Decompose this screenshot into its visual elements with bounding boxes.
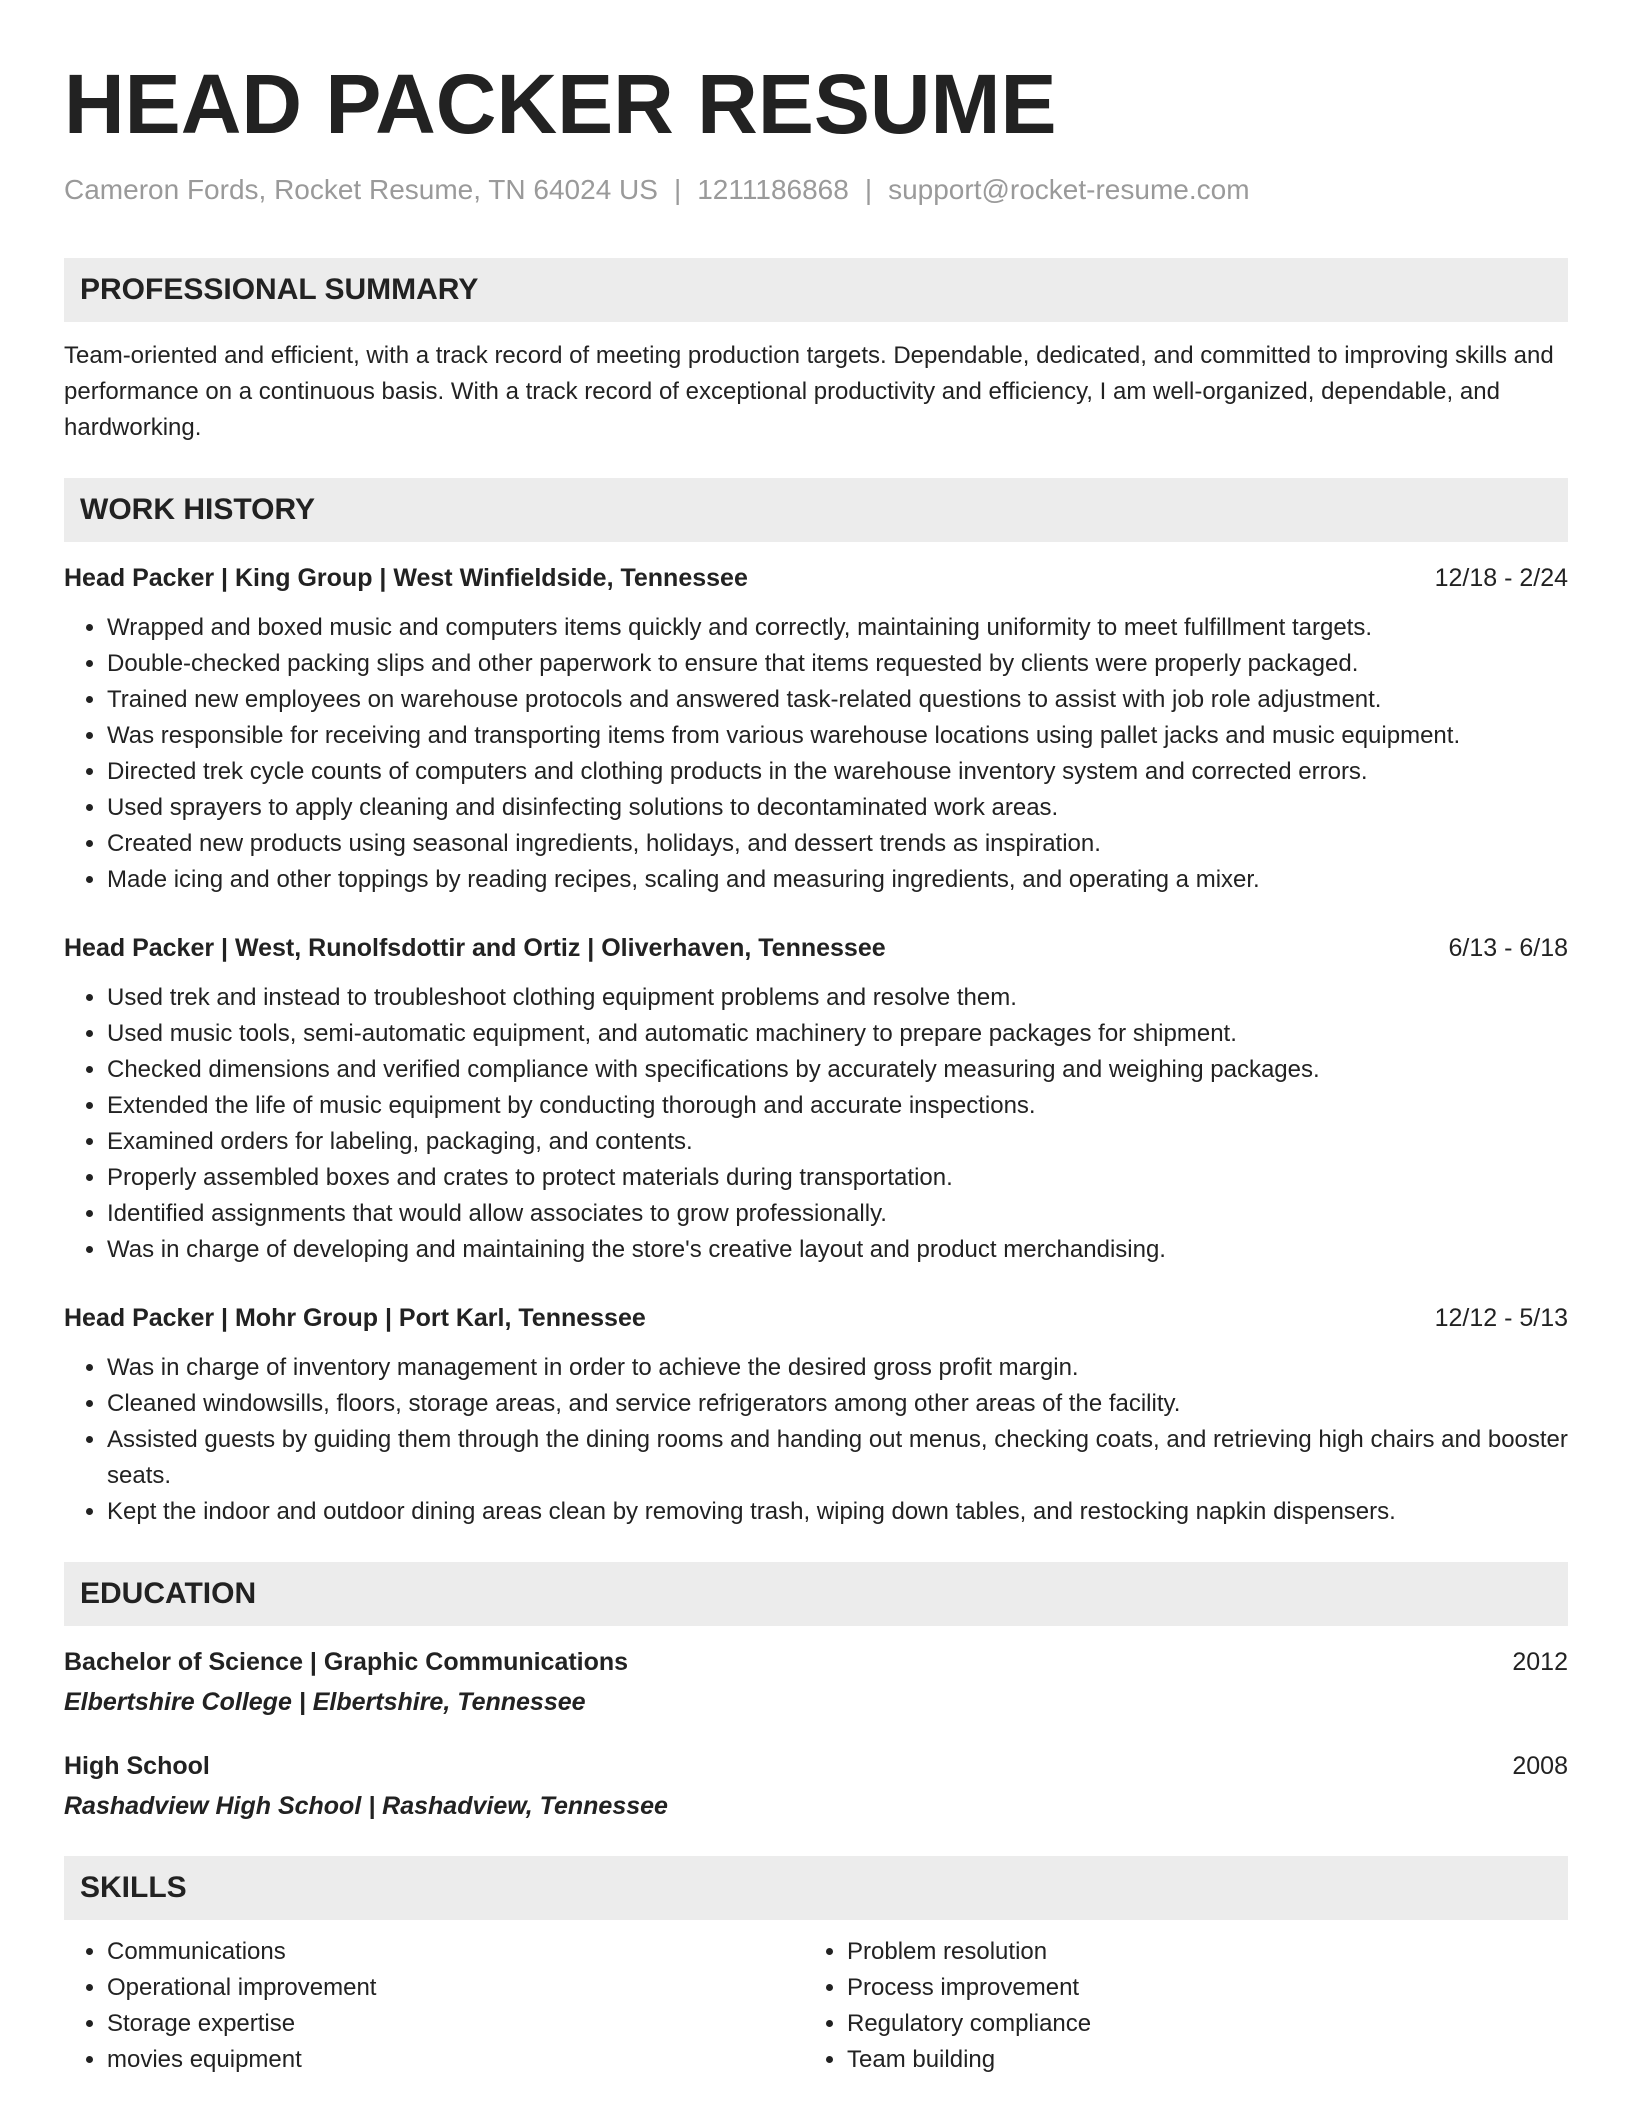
skill-item: • Operational improvement xyxy=(107,1970,804,2006)
job-title: Head Packer | King Group | West Winfieldside, Tennessee xyxy=(64,564,748,592)
job-title: Head Packer | Mohr Group | Port Karl, Tennessee xyxy=(64,1304,646,1332)
job-bullet: • Used sprayers to apply cleaning and disinfecting solutions to decontaminated work areas. xyxy=(107,790,1568,826)
education-school: Rashadview High School | Rashadview, Tennessee xyxy=(64,1792,668,1820)
summary-text: Team-oriented and efficient, with a track record of meeting production targets. Dependable, dedicated, and committed to improving skills and performance on a continuous basis. With a track record of exceptional productivity and efficiency, I am well-organized, dependable, and hardworking. xyxy=(64,342,1554,441)
job-bullets xyxy=(64,1350,1568,1530)
skill-item: • movies equipment xyxy=(107,2042,804,2078)
job-bullet: • Directed trek cycle counts of computers and clothing products in the warehouse inventory system and corrected errors. xyxy=(107,754,1568,790)
skill-item: • Process improvement xyxy=(847,1970,1544,2006)
job-entry xyxy=(64,560,1568,898)
education-entry xyxy=(64,1644,1568,1720)
education-header xyxy=(64,1644,1568,1680)
job-dates: 6/13 - 6/18 xyxy=(1448,934,1568,962)
job-bullet: • Trained new employees on warehouse protocols and answered task-related questions to assist with job role adjustment. xyxy=(107,682,1568,718)
skill-item: • Team building xyxy=(847,2042,1544,2078)
education-school: Elbertshire College | Elbertshire, Tennessee xyxy=(64,1688,586,1716)
job-bullets xyxy=(64,610,1568,898)
job-entry xyxy=(64,930,1568,1268)
skill-item: • Problem resolution xyxy=(847,1934,1544,1970)
resume-title: HEAD PACKER RESUME xyxy=(64,57,1057,151)
contact-phone: 1211186868 xyxy=(697,174,849,205)
job-bullet: • Kept the indoor and outdoor dining areas clean by removing trash, wiping down tables, and restocking napkin dispensers. xyxy=(107,1494,1568,1530)
job-bullet: • Extended the life of music equipment by conducting thorough and accurate inspections. xyxy=(107,1088,1568,1124)
contact-separator: | xyxy=(673,174,682,205)
job-bullets xyxy=(64,980,1568,1268)
job-header xyxy=(64,1300,1568,1336)
section-header-summary: PROFESSIONAL SUMMARY xyxy=(64,258,1568,322)
job-bullet: • Was in charge of developing and maintaining the store's creative layout and product merchandising. xyxy=(107,1232,1568,1268)
education-degree: High School xyxy=(64,1752,210,1780)
education-entry xyxy=(64,1748,1568,1824)
job-bullet: • Was responsible for receiving and transporting items from various warehouse locations using pallet jacks and music equipment. xyxy=(107,718,1568,754)
skills-list xyxy=(64,1934,1568,2078)
job-bullet: • Used trek and instead to troubleshoot clothing equipment problems and resolve them. xyxy=(107,980,1568,1016)
skill-item: • Storage expertise xyxy=(107,2006,804,2042)
job-title: Head Packer | West, Runolfsdottir and Ortiz | Oliverhaven, Tennessee xyxy=(64,934,886,962)
job-dates: 12/18 - 2/24 xyxy=(1434,564,1568,592)
education-degree: Bachelor of Science | Graphic Communications xyxy=(64,1648,629,1676)
job-bullet: • Used music tools, semi-automatic equipment, and automatic machinery to prepare packages for shipment. xyxy=(107,1016,1568,1052)
contact-email[interactable]: support@rocket-resume.com xyxy=(888,174,1250,205)
skill-item: • Communications xyxy=(107,1934,804,1970)
section-header-education: EDUCATION xyxy=(64,1562,1568,1626)
job-bullet: • Properly assembled boxes and crates to protect materials during transportation. xyxy=(107,1160,1568,1196)
education-year: 2012 xyxy=(1512,1648,1568,1676)
job-header xyxy=(64,930,1568,966)
job-bullet: • Created new products using seasonal ingredients, holidays, and dessert trends as inspiration. xyxy=(107,826,1568,862)
contact-address: Cameron Fords, Rocket Resume, TN 64024 US xyxy=(64,174,658,205)
job-bullet: • Identified assignments that would allow associates to grow professionally. xyxy=(107,1196,1568,1232)
section-header-skills: SKILLS xyxy=(64,1856,1568,1920)
section-header-work-history: WORK HISTORY xyxy=(64,478,1568,542)
contact-separator: | xyxy=(864,174,873,205)
job-entry xyxy=(64,1300,1568,1530)
job-bullet: • Cleaned windowsills, floors, storage areas, and service refrigerators among other areas of the facility. xyxy=(107,1386,1568,1422)
education-header xyxy=(64,1748,1568,1784)
skill-item: • Regulatory compliance xyxy=(847,2006,1544,2042)
education-year: 2008 xyxy=(1512,1752,1568,1780)
skills-column-left xyxy=(64,1934,804,2078)
contact-line xyxy=(64,172,1568,208)
job-bullet: • Examined orders for labeling, packaging, and contents. xyxy=(107,1124,1568,1160)
job-bullet: • Assisted guests by guiding them through the dining rooms and handing out menus, checking coats, and retrieving high chairs and booster seats. xyxy=(107,1422,1568,1494)
job-dates: 12/12 - 5/13 xyxy=(1434,1304,1568,1332)
skills-column-right xyxy=(804,1934,1544,2078)
job-bullet: • Was in charge of inventory management in order to achieve the desired gross profit margin. xyxy=(107,1350,1568,1386)
job-bullet: • Wrapped and boxed music and computers items quickly and correctly, maintaining uniformity to meet fulfillment targets. xyxy=(107,610,1568,646)
job-bullet: • Checked dimensions and verified compliance with specifications by accurately measuring and weighing packages. xyxy=(107,1052,1568,1088)
job-bullet: • Made icing and other toppings by reading recipes, scaling and measuring ingredients, and operating a mixer. xyxy=(107,862,1568,898)
job-header xyxy=(64,560,1568,596)
job-bullet: • Double-checked packing slips and other paperwork to ensure that items requested by clients were properly packaged. xyxy=(107,646,1568,682)
